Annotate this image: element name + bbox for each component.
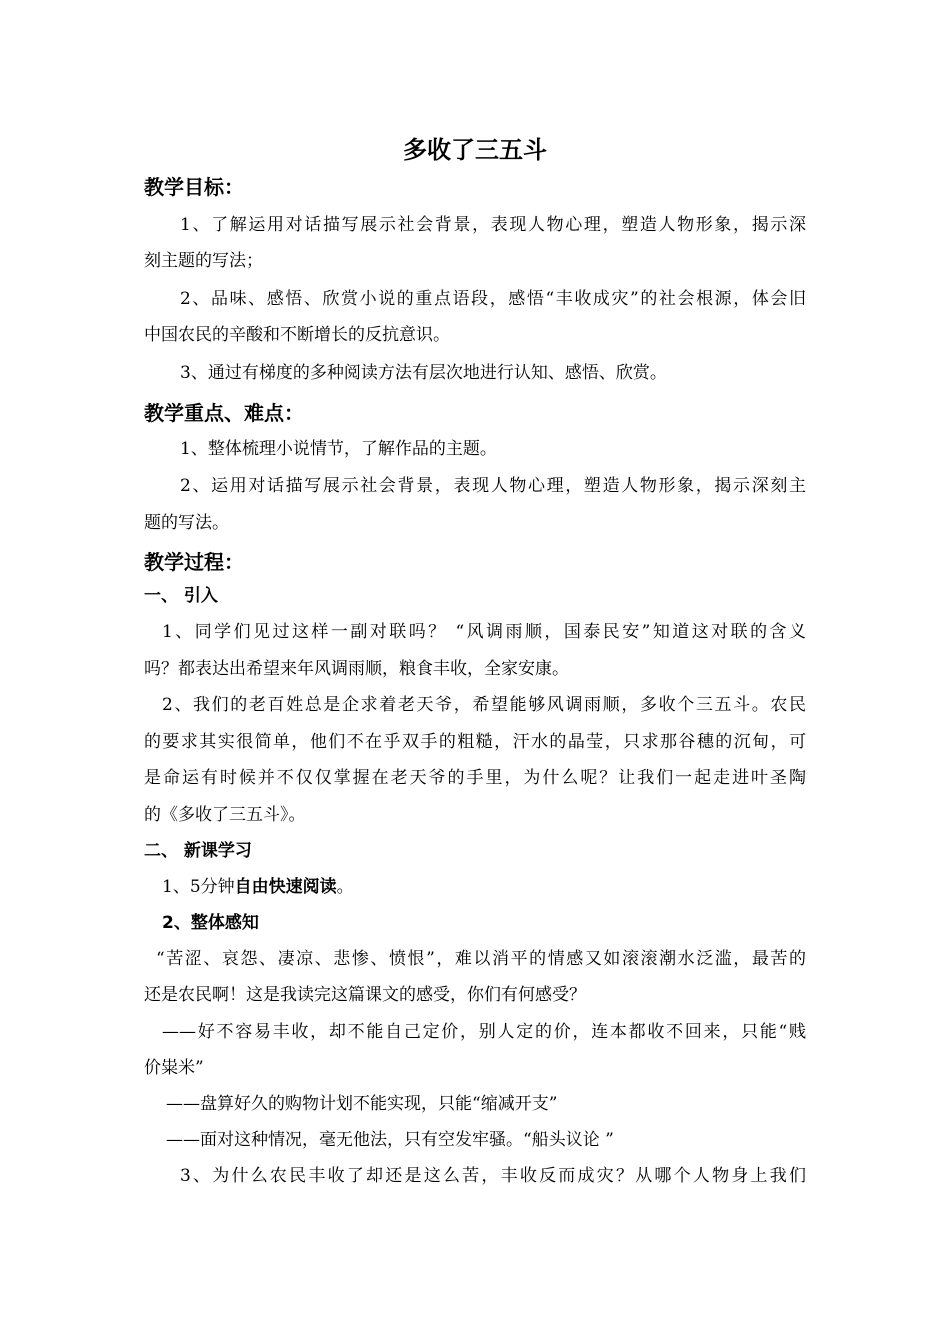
part1-heading: 一、 引入 [144,586,218,606]
part1-p2-line2: 的要求其实很简单，他们不在乎双手的粗糙，汗水的晶莹，只求那谷穗的沉甸，可 [144,732,806,752]
part1-p2-line3: 是命运有时候并不仅仅掌握在老天爷的手里，为什么呢？让我们一起走进叶圣陶 [144,768,806,788]
key-points-item1-line1: 1、整体梳理小说情节，了解作品的主题。 [180,439,497,459]
part2-step2-heading: 2、整体感知 [162,913,259,933]
part1-p2-line4: 的《多收了三五斗》。 [144,805,306,825]
part2-step3-line1: 3、为什么农民丰收了却还是这么苦，丰收反而成灾？从哪个人物身上我们 [180,1166,806,1186]
part2-answer1-line1: ——好不容易丰收，却不能自己定价，别人定的价，连本都收不回来，只能“贱 [162,1022,806,1042]
part2-answer3-line1: ——面对这种情况，毫无他法，只有空发牢骚。“船头议论 ” [166,1130,614,1150]
goals-item2-line2: 中国农民的辛酸和不断增长的反抗意识。 [144,325,450,345]
key-points-item2-line2: 题的写法。 [144,513,229,533]
document-title: 多收了三五斗 [403,136,547,164]
part2-question-line2: 还是农民啊！这是我读完这篇课文的感受，你们有何感受？ [144,985,586,1005]
part2-answer1-line2: 价粜米” [144,1058,204,1078]
part2-question-line1: “苦涩、哀怨、凄凉、悲惨、愤恨”，难以消平的情感又如滚滚潮水泛滥，最苦的 [156,949,806,969]
part2-answer2-line1: ——盘算好久的购物计划不能实现，只能“缩减开支” [166,1094,558,1114]
goals-item1-line1: 1、了解运用对话描写展示社会背景，表现人物心理，塑造人物形象，揭示深 [180,215,806,235]
goals-item1-line2: 刻主题的写法； [144,251,263,271]
part1-p1-line1: 1、同学们见过这样一副对联吗？ “风调雨顺，国泰民安”知道这对联的含义 [162,622,806,642]
part2-step1-suffix: 。 [336,877,354,897]
key-points-heading: 教学重点、难点： [144,401,304,425]
goals-item2-line1: 2、品味、感悟、欣赏小说的重点语段，感悟“丰收成灾”的社会根源，体会旧 [180,289,806,309]
goals-heading: 教学目标： [144,175,244,199]
part2-step1-prefix: 1、5分钟 [162,877,235,897]
part1-p2-line1: 2、我们的老百姓总是企求着老天爷，希望能够风调雨顺，多收个三五斗。农民 [162,695,806,715]
part1-p1-line2: 吗？都表达出希望来年风调雨顺，粮食丰收，全家安康。 [144,659,569,679]
part2-step1-bold: 自由快速阅读 [234,877,337,897]
part2-heading: 二、 新课学习 [144,841,252,861]
process-heading: 教学过程： [144,550,244,574]
part2-step1 [162,874,354,900]
goals-item3-line1: 3、通过有梯度的多种阅读方法有层次地进行认知、感悟、欣赏。 [180,363,667,383]
key-points-item2-line1: 2、运用对话描写展示社会背景，表现人物心理，塑造人物形象，揭示深刻主 [180,476,806,496]
